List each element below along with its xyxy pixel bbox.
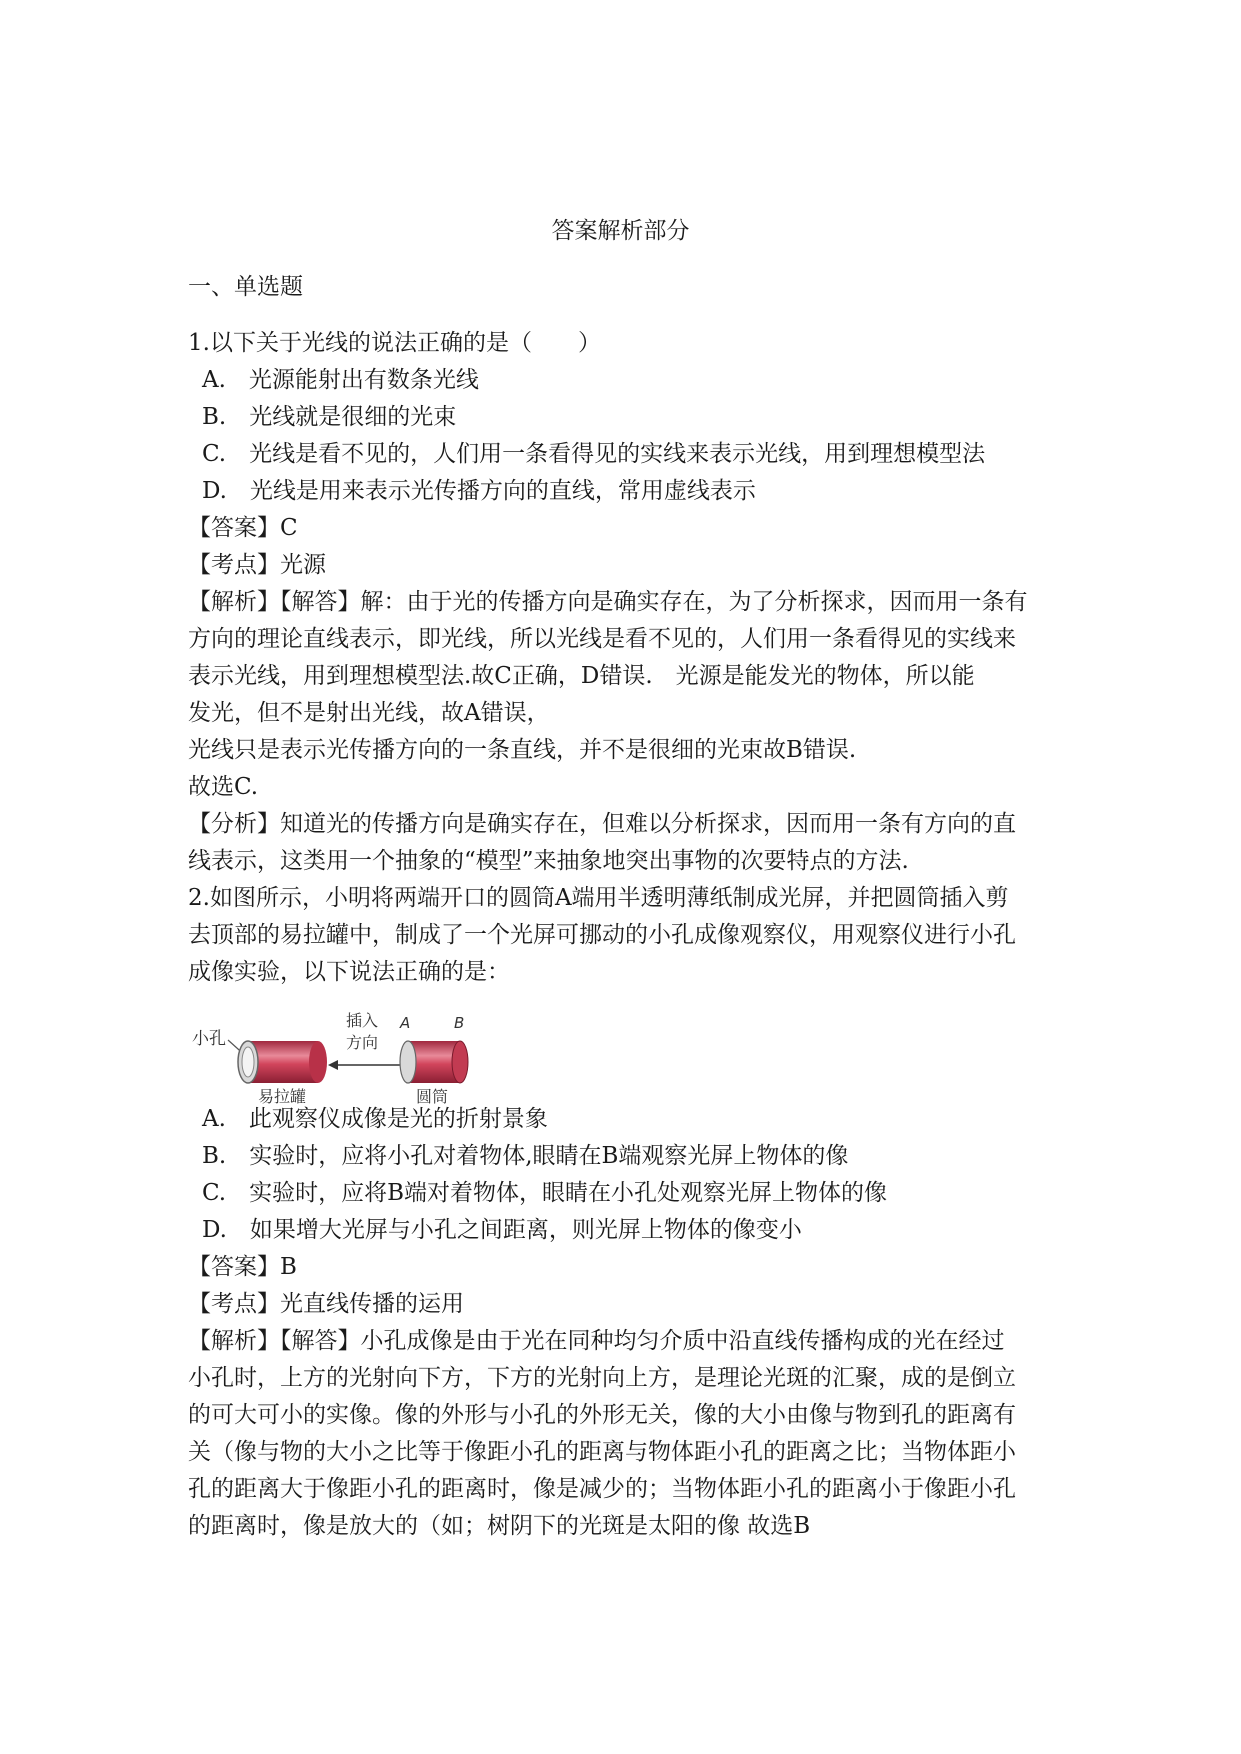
tube-end-b (452, 1041, 468, 1083)
label-insert-2: 方向 (346, 1033, 379, 1052)
analysis-line: 的可大可小的实像。像的外形与小孔的外形无关，像的大小由像与物到孔的距离有 (188, 1402, 1016, 1428)
analysis-line: 故选C. (188, 774, 259, 800)
option-a: A. 此观察仪成像是光的折射景象 (202, 1106, 548, 1132)
label-a: A (400, 1014, 411, 1032)
analysis-line: 孔的距离大于像距小孔的距离时，像是减少的；当物体距小孔的距离小于像距小孔 (188, 1476, 1016, 1502)
answer: 【答案】C (188, 515, 298, 541)
knowledge-point: 【考点】光源 (188, 552, 326, 578)
option-c: C. 光线是看不见的，人们用一条看得见的实线来表示光线，用到理想模型法 (202, 441, 986, 467)
option-b: B. 实验时，应将小孔对着物体,眼睛在B端观察光屏上物体的像 (202, 1143, 849, 1169)
page-title: 答案解析部分 (551, 218, 690, 244)
question-stem: 去顶部的易拉罐中，制成了一个光屏可挪动的小孔成像观察仪，用观察仪进行小孔 (188, 922, 1016, 948)
question-2 (188, 1101, 1088, 1545)
question-stem: 1.以下关于光线的说法正确的是（ ） (188, 330, 601, 356)
question-stem: 成像实验，以下说法正确的是： (188, 959, 510, 985)
pinhole-viewer-figure (188, 1010, 528, 1110)
option-d: D. 如果增大光屏与小孔之间距离，则光屏上物体的像变小 (202, 1217, 802, 1243)
answer: 【答案】B (188, 1254, 297, 1280)
can-back (309, 1041, 327, 1083)
can-end-inner (242, 1047, 254, 1077)
remark-line: 线表示，这类用一个抽象的“模型”来抽象地突出事物的次要特点的方法. (188, 848, 909, 874)
analysis-line: 方向的理论直线表示，即光线，所以光线是看不见的，人们用一条看得见的实线来 (188, 626, 1016, 652)
analysis-line: 发光，但不是射出光线，故A错误， (188, 700, 550, 726)
option-c: C. 实验时，应将B端对着物体，眼睛在小孔处观察光屏上物体的像 (202, 1180, 887, 1206)
label-tube: 圆筒 (416, 1087, 449, 1106)
question-1 (188, 325, 1088, 991)
analysis-line: 的距离时，像是放大的（如；树阴下的光斑是太阳的像 故选B (188, 1513, 811, 1539)
analysis-line: 表示光线，用到理想模型法.故C正确，D错误. 光源是能发光的物体，所以能 (188, 663, 975, 689)
analysis-line: 光线只是表示光传播方向的一条直线，并不是很细的光束故B错误. (188, 737, 857, 763)
arrow-head-icon (328, 1060, 338, 1070)
remark-line: 【分析】知道光的传播方向是确实存在，但难以分析探求，因而用一条有方向的直 (188, 811, 1016, 837)
label-can: 易拉罐 (258, 1087, 307, 1106)
analysis-line: 小孔时，上方的光射向下方，下方的光射向上方，是理论光斑的汇聚，成的是倒立 (188, 1365, 1016, 1391)
label-hole: 小孔 (192, 1029, 226, 1049)
section-heading: 一、单选题 (188, 274, 303, 300)
analysis-line: 【解析】【解答】小孔成像是由于光在同种均匀介质中沿直线传播构成的光在经过 (188, 1328, 1005, 1354)
option-d: D. 光线是用来表示光传播方向的直线，常用虚线表示 (202, 478, 756, 504)
question-stem: 2.如图所示，小明将两端开口的圆筒A端用半透明薄纸制成光屏，并把圆筒插入剪 (188, 885, 1009, 911)
tube-end-a (400, 1041, 416, 1083)
label-b: B (454, 1014, 465, 1032)
option-a: A. 光源能射出有数条光线 (202, 367, 479, 393)
label-insert-1: 插入 (346, 1011, 379, 1030)
analysis-line: 【解析】【解答】解：由于光的传播方向是确实存在，为了分析探求，因而用一条有 (188, 589, 1028, 615)
option-b: B. 光线就是很细的光束 (202, 404, 457, 430)
analysis-line: 关（像与物的大小之比等于像距小孔的距离与物体距小孔的距离之比；当物体距小 (188, 1439, 1016, 1465)
knowledge-point: 【考点】光直线传播的运用 (188, 1291, 464, 1317)
